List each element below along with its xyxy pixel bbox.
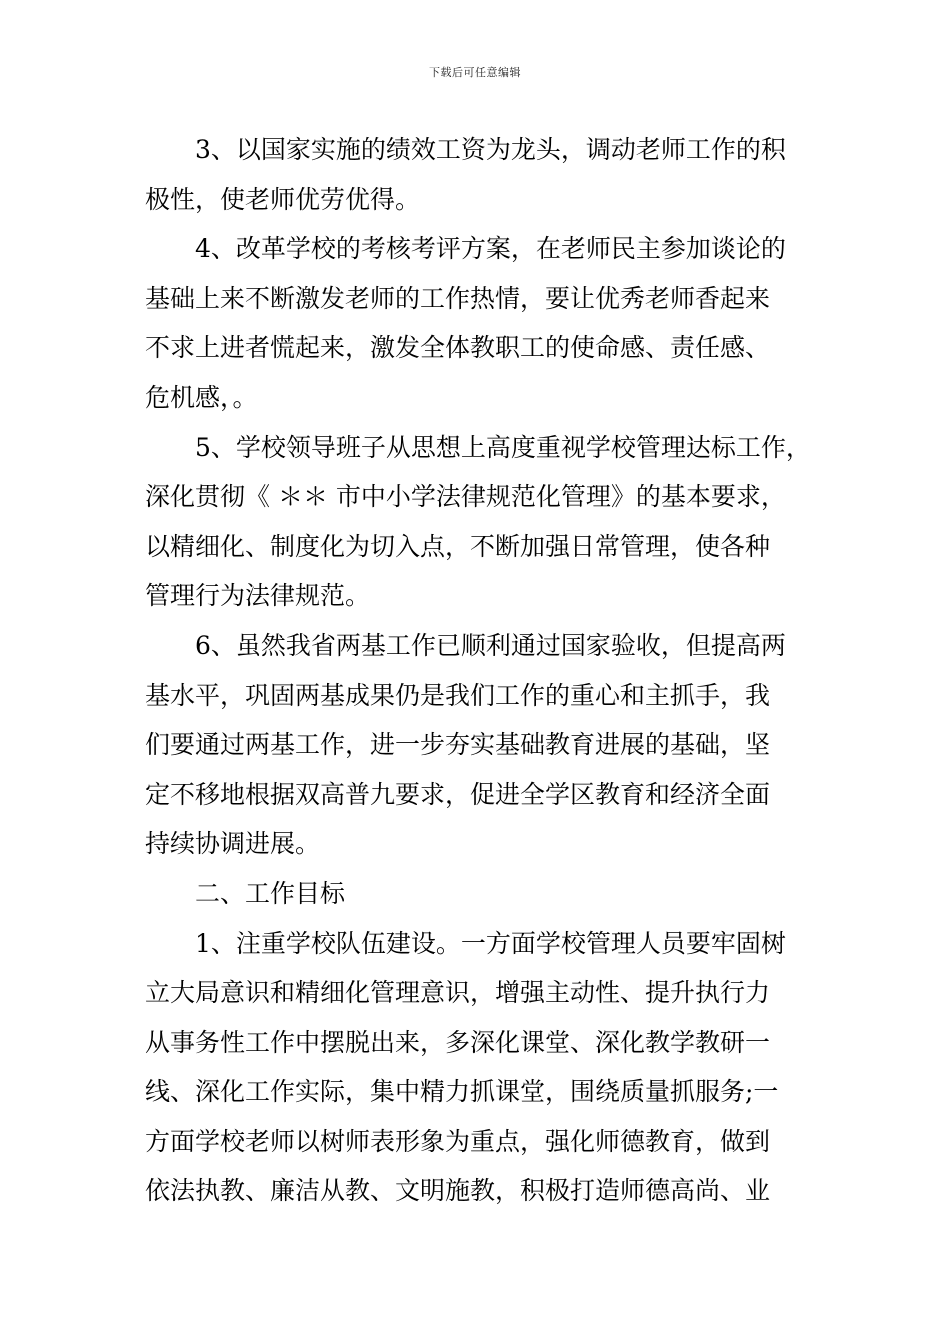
text-line: 线、深化工作实际，集中精力抓课堂，围绕质量抓服务;一 [145, 1077, 779, 1107]
text-line: 基水平，巩固两基成果仍是我们工作的重心和主抓手，我 [145, 680, 771, 710]
text-line: 1、注重学校队伍建设。一方面学校管理人员要牢固树 [195, 928, 786, 958]
text-line: 极性，使老师优劳优得。 [145, 184, 421, 214]
text-line: 危机感，。 [145, 382, 258, 412]
text-line: 依法执教、廉洁从教、文明施教，积极打造师德高尚、业 [145, 1176, 771, 1206]
text-line: 6、虽然我省两基工作已顺利通过国家验收，但提高两 [195, 630, 786, 660]
text-line: 4、改革学校的考核考评方案，在老师民主参加谈论的 [195, 234, 786, 264]
document-body [145, 125, 811, 1216]
text-line: 定不移地根据双高普九要求，促进全学区教育和经济全面 [145, 779, 771, 809]
text-line: 以精细化、制度化为切入点，不断加强日常管理，使各种 [145, 531, 771, 561]
text-line: 深化贯彻《 ＊＊ 市中小学法律规范化管理》的基本要求， [145, 482, 786, 512]
text-line: 5、学校领导班子从思想上高度重视学校管理达标工作， [195, 432, 811, 462]
text-line: 不求上进者慌起来，激发全体教职工的使命感、责任感、 [145, 333, 771, 363]
text-line: 持续协调进展。 [145, 829, 321, 859]
text-line: 3、以国家实施的绩效工资为龙头，调动老师工作的积 [195, 135, 786, 164]
text-line: 立大局意识和精细化管理意识，增强主动性、提升执行力 [145, 978, 771, 1008]
text-line: 方面学校老师以树师表形象为重点，强化师德教育，做到 [145, 1126, 771, 1156]
page-header-note: 下载后可任意编辑 [429, 66, 521, 79]
text-line: 从事务性工作中摆脱出来，多深化课堂、深化教学教研一 [145, 1027, 771, 1057]
text-line: 们要通过两基工作，进一步夯实基础教育进展的基础，坚 [145, 730, 771, 760]
section-heading: 二、工作目标 [195, 878, 346, 908]
text-line: 管理行为法律规范。 [145, 581, 371, 611]
text-line: 基础上来不断激发老师的工作热情，要让优秀老师香起来 [145, 283, 771, 313]
